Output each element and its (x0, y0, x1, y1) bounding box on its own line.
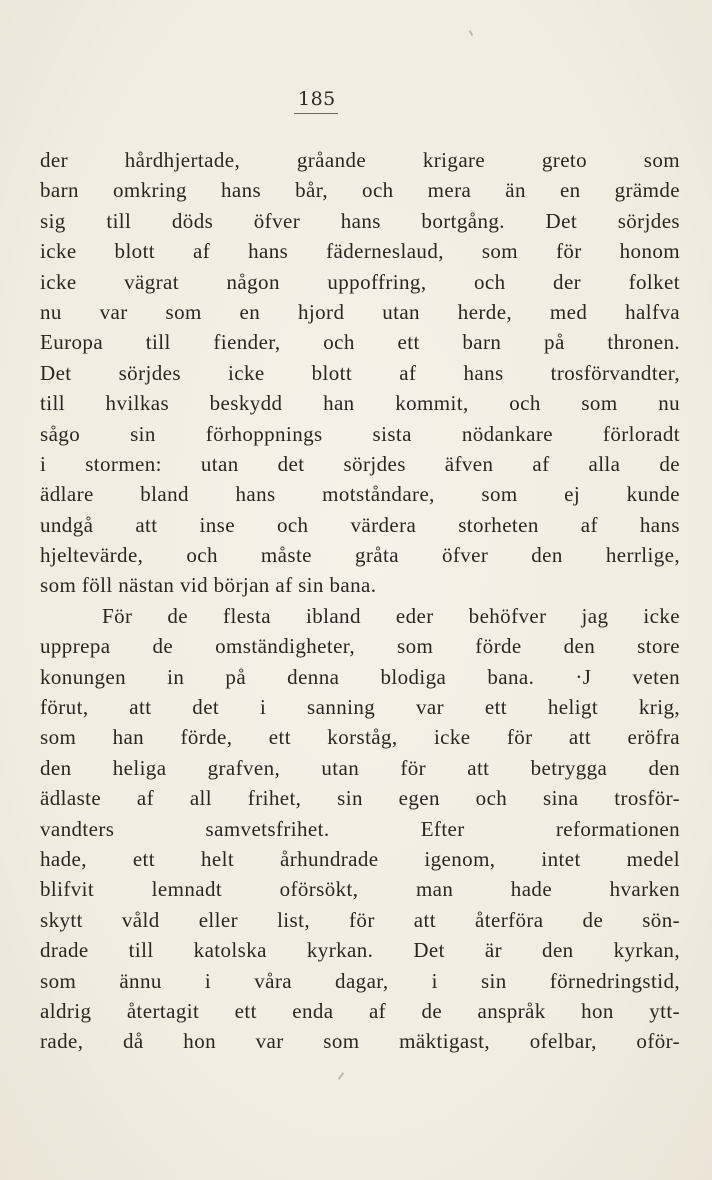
print-speck (469, 30, 474, 36)
text-line: icke vägrat någon uppoffring, och der folket (40, 269, 680, 294)
text-line: vandters samvetsfrihet. Efter reformationen (40, 816, 680, 841)
page-number: 185 (298, 88, 336, 110)
text-line: ädlare bland hans motståndare, som ej kunde (40, 482, 680, 507)
text-line: sig till döds öfver hans bortgång. Det sörjdes (40, 208, 680, 233)
text-line: den heliga grafven, utan för att betrygga den (40, 755, 680, 780)
text-line: ädlaste af all frihet, sin egen och sina trosför- (40, 786, 680, 811)
text-line: konungen in på denna blodiga bana. ·J veten (40, 664, 680, 689)
text-line: till hvilkas beskydd han kommit, och som nu (40, 391, 680, 416)
print-speck (338, 1072, 344, 1080)
text-line: hade, ett helt århundrade igenom, intet medel (40, 846, 680, 871)
text-line: som föll nästan vid början af sin bana. (40, 573, 377, 598)
text-line: För de flesta ibland eder behöfver jag icke (102, 603, 680, 628)
text-line: som ännu i våra dagar, i sin förnedringstid, (40, 968, 680, 993)
text-line: drade till katolska kyrkan. Det är den kyrkan, (40, 938, 680, 963)
text-line: som han förde, ett korståg, icke för att eröfra (40, 725, 680, 750)
body-text (40, 145, 680, 1057)
text-line: nu var som en hjord utan herde, med halfva (40, 299, 680, 324)
text-line: Europa till fiender, och ett barn på thronen. (40, 330, 680, 355)
text-line: der hårdhjertade, gråande krigare greto som (40, 148, 680, 172)
text-line: Det sörjdes icke blott af hans trosförvandter, (40, 360, 680, 385)
text-line: rade, då hon var som mäktigast, ofelbar, oför- (40, 1029, 680, 1054)
page-number-rule (294, 113, 338, 114)
text-line: hjeltevärde, och måste gråta öfver den herrlige, (40, 543, 680, 568)
text-line: aldrig återtagit ett enda af de anspråk hon ytt- (40, 998, 680, 1023)
text-line: barn omkring hans bår, och mera än en grämde (40, 178, 680, 203)
text-line: förut, att det i sanning var ett heligt krig, (40, 695, 680, 720)
text-line: blifvit lemnadt oförsökt, man hade hvarken (40, 877, 680, 902)
text-line: undgå att inse och värdera storheten af hans (40, 512, 680, 537)
text-line: sågo sin förhoppnings sista nödankare förloradt (40, 421, 680, 446)
text-line: upprepa de omständigheter, som förde den store (40, 634, 680, 659)
text-line: skytt våld eller list, för att återföra de sön- (40, 907, 680, 932)
text-line: i stormen: utan det sörjdes äfven af alla de (40, 451, 680, 476)
text-line: icke blott af hans fäderneslaud, som för honom (40, 239, 680, 264)
